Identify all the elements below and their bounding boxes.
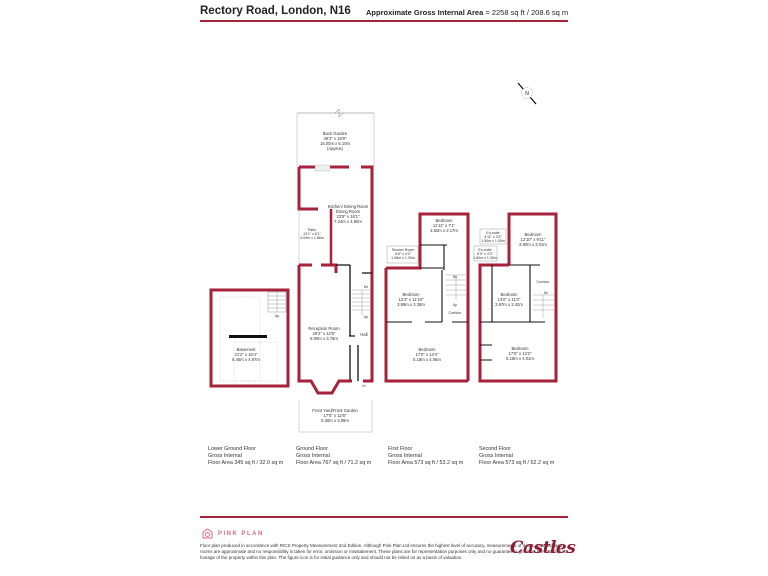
stairs-down-label: Dn [452,275,458,279]
room-name-shower-room: Shower Room [391,248,415,252]
room-name-corridor: Corridor [448,311,462,315]
floor-area-label: Gross Internal [296,453,330,459]
footer-divider [200,516,568,518]
room-name-bedroom: Bedroom [402,292,420,297]
room-dim-metric: 5.30m x 3.86m [321,418,349,423]
room-dim-imperial: 13'0" x 11'3" [497,297,521,302]
room-dim-imperial: 12'3" x 11'10" [398,297,424,302]
room-name-corridor: Corridor [536,280,550,284]
pink-plan-brand-name: PINK PLAN [218,530,264,537]
kitchen-sink [315,165,330,171]
castles-logo: Castles [510,538,576,558]
floor-name: First Floor [388,446,413,452]
room-name-back-garden: Back Garden [322,131,348,136]
room-dim-imperial: 6'0" x 4'3" [477,252,493,256]
room-dim-imperial: 12'10" x 9'11" [520,237,546,242]
room-dim-metric: 3.99m x 3.38m [397,302,425,307]
room-name-hall: Hall [360,332,368,337]
second-floor-stairs [533,295,554,318]
room-name-front-garden: Front Yard/Front Garden [312,408,358,413]
compass-north-label: N [525,91,529,97]
floor-name: Lower Ground Floor [208,446,256,452]
stairs-down-label: Dn [363,285,369,289]
room-dim-metric: 15.00m x 5.10m [319,141,351,146]
room-dim-metric: 7.24m x 4.90m [334,219,362,224]
floor-caption-first [388,446,463,467]
floor-area-value: Floor Area 573 sq ft / 53.2 sq m [388,460,464,466]
room-dim-imperial: 17'0" x 13'4" [415,352,439,357]
room-dim-imperial: 17'0" x 13'2" [508,351,532,356]
property-title: Rectory Road, London, N16 [200,5,351,17]
stairs-up-label: Up [274,314,280,318]
room-name-basement: Basement [236,347,256,352]
floor-area-label: Gross Internal [388,453,422,459]
pink-plan-brand [202,528,264,539]
room-dim-metric: 8.90m x 3.78m [310,336,338,341]
ground-stairs [352,290,372,315]
room-name-bedroom: Bedroom [418,347,436,352]
room-dim-metric: 3.97m x 3.42m [495,302,523,307]
stairs-down-label: Dn [543,291,549,295]
floor-area-value: Floor Area 345 sq ft / 32.0 sq m [208,460,284,466]
gross-area-label: Approximate Gross Internal Area [366,8,484,17]
room-name-ensuite: En-suite [486,231,500,235]
floor-name: Ground Floor [296,446,328,452]
pink-plan-logo-icon [202,528,213,539]
gross-area-value: = 2258 sq ft / 208.6 sq m [483,8,569,17]
second-floor-plan [473,214,556,381]
floor-area-label: Gross Internal [479,453,513,459]
room-name-bedroom: Bedroom [511,346,529,351]
stairs-up-label: Up [363,315,369,319]
room-name-bedroom: Bedroom [435,218,453,223]
room-note: (Approx) [326,146,344,151]
room-dim-metric: 5.18m x 4.06m [413,357,441,362]
room-dim-metric: 3.60m x 2.17m [430,228,458,233]
room-name-kitchen: Kitchen/ Dining Room [327,204,369,209]
room-dim-metric: 5.18m x 4.01m [506,356,534,361]
room-dim-imperial: 21'2" x 16'4" [234,352,258,357]
room-dim-imperial: 6'6" x 4'3" [395,252,411,256]
compass-icon [518,83,536,104]
stairs-up-label: Up [452,303,458,307]
room-dim-metric: 1.98m x 1.30m [391,256,415,260]
disclaimer-text: Floor plan produced in accordance with RICS Property Measurement 2nd Edition. Although Pink Plan Ltd ensures the highest level of accuracy, measurements of doors, windows and rooms are approximate and no responsibility is taken for error, omission or misstatement. These plans are for representation purposes only and no guarantee is given on the total square footage of the property within this plan. The figure icon is for initial guidance only and should not be relied on as a basis of valuation. [200,543,568,561]
lower-ground-floor-plan [211,290,288,386]
room-name-kitchen-2: Dining Room [335,209,361,214]
room-name-bedroom: Bedroom [500,292,518,297]
floor-area-value: Floor Area 573 sq ft / 52.2 sq m [479,460,555,466]
room-dim-imperial: 29'2" x 12'5" [312,331,336,336]
floor-area-label: Gross Internal [208,453,242,459]
entrance-label: In [362,384,366,388]
room-dim-imperial: 49'3" x 16'9" [323,136,347,141]
floor-area-value: Floor Area 767 sq ft / 71.2 sq m [296,460,372,466]
first-floor-plan [386,214,468,381]
basement-beam [229,335,267,338]
room-dim-imperial: 11'11" x 7'1" [432,223,456,228]
floor-caption-ground [296,446,371,467]
room-dim-metric: 1.50m x 1.00m [481,239,505,243]
room-name-reception: Reception Room [308,326,340,331]
floor-name: Second Floor [479,446,512,452]
room-dim-metric: 6.45m x 4.97m [232,357,260,362]
room-dim-imperial: 17'5" x 12'8" [323,413,347,418]
room-dim-imperial: 4'11" x 3'3" [484,235,502,239]
room-dim-metric: 4.00m x 1.86m [300,236,324,240]
room-dim-imperial: 13'1" x 6'1" [303,232,321,236]
floor-caption-second [479,446,554,467]
room-name-ensuite: En-suite [478,248,492,252]
room-dim-imperial: 23'9" x 16'1" [336,214,360,219]
room-dim-metric: 1.80m x 1.30m [473,256,497,260]
room-name-bedroom: Bedroom [524,232,542,237]
floor-caption-lower-ground [208,446,283,467]
room-dim-metric: 3.90m x 3.01m [519,242,547,247]
ground-floor-plan [297,109,374,432]
room-name-patio: Patio [307,228,317,232]
